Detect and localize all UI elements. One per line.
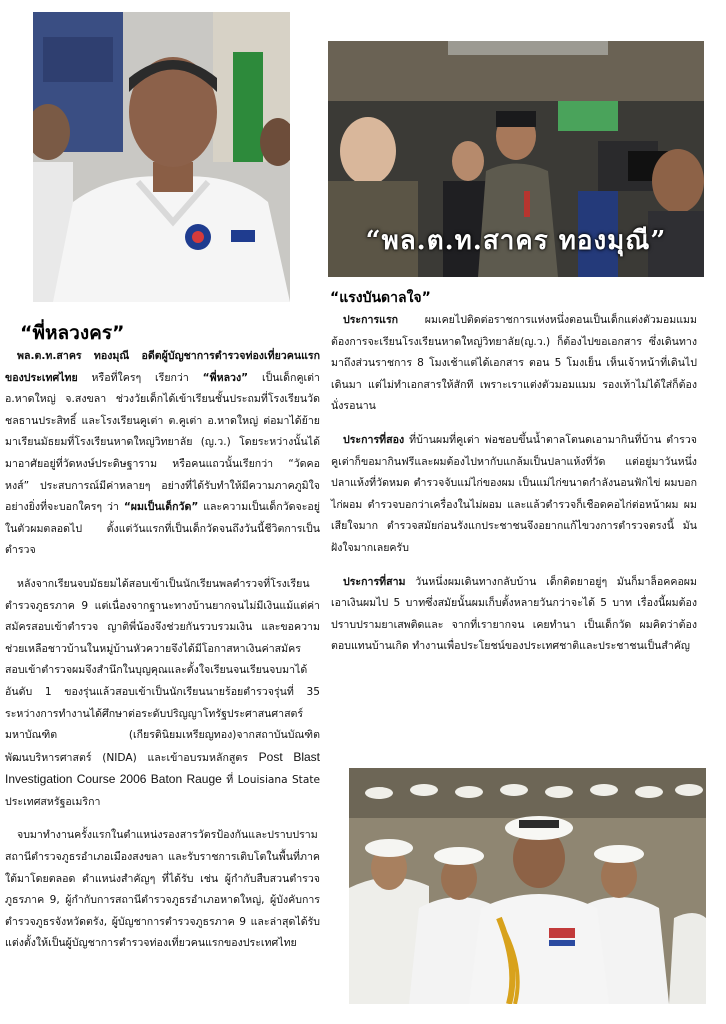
inspiration-second [331, 430, 697, 560]
biography-paragraph-1 [5, 346, 320, 562]
course-name: Post Blast Investigation Course 2006 Baton Rauge [5, 749, 320, 787]
temple-boy-quote: “ผมเป็นเด็กวัด” [123, 501, 199, 514]
first-body: ผมเคยไปติดต่อราชการแห่งหนึ่งตอนเป็นเด็กแต่งตัวมอมแมมต้องการจะเรียนโรงเรียนหาดใหญ่วิทยาลัย(ญ.ว.) ก็ต้องไปขอเอกสาร ซึ่งเดินทางมาถึงส่วนราชการ 8 โมงเช้าแต่ได้เอกสาร ตอน 5 โมงเย็น เห็นเจ้าหน้าที่เดินไปเดินมา แต่ไม่ทำเอกสารให้สักที เพราะเราแต่งตัวมอมแมม รองเท้าไม่ได้ใส่ก็ต้องนั่งรอนาน [331, 314, 697, 413]
portrait-image [33, 12, 290, 302]
third-label: ประการที่สาม [343, 575, 406, 588]
left-heading: “พี่หลวงคร” [20, 322, 125, 344]
ceremony-image [349, 768, 706, 1004]
p2-tail: ที่ Louisiana State ประเทศสหรัฐอเมริกา [5, 774, 320, 808]
portrait-photo [33, 12, 290, 302]
right-heading: “แรงบันดาลใจ” [330, 290, 431, 306]
officer-crowd-photo [328, 41, 704, 277]
subject-name: พล.ต.ท.สาคร ทองมุณี อดีตผู้บัญชาการตำรวจท่องเที่ยวคนแรกของประเทศไทย [5, 350, 320, 384]
p1-mid: หรือที่ใครๆ เรียกว่า [77, 371, 203, 384]
second-label: ประการที่สอง [343, 433, 405, 446]
biography-paragraph-2 [5, 574, 320, 814]
inspiration-column [331, 310, 697, 670]
inspiration-third [331, 572, 697, 658]
third-body: วันหนึ่งผมเดินทางกลับบ้าน เด็กติดยาอยู่ๆ มันก็มาล็อคคอผม เอาเงินผมไป 5 บาทซึ่งสมัยนั้นผมเก็บตั้งหลายวันกว่าจะได้ 5 บาท เรื่องนี้ผมต้องปราบปรามยาเสพติดและ จากที่เรายากจน เคยทำนา เป็นเด็กวัด ผมคิดว่าต้องตอบแทนบ้านเกิด ทำงานเพื่อประโยชน์ของประเทศชาติและประชาชนเป็นสำคัญ [331, 575, 697, 653]
biography-paragraph-3: จบมาทำงานครั้งแรกในตำแหน่งรองสารวัตรป้องกันและปราบปราม สถานีตำรวจภูธรอำเภอเมืองสงขลา และรับราชการเติบโตในพื้นที่ภาคใต้มาโดยตลอด ตำแหน่งสำคัญๆ ที่ได้รับ เช่น ผู้กำกับสืบสวนตำรวจภูธรภาค 9, ผู้กำกับการสถานีตำรวจภูธรอำเภอหาดใหญ่, ผู้บังคับการตำรวจภูธรจังหวัดตรัง, ผู้บัญชาการตำรวจภูธรภาค 9 และล่าสุดได้รับแต่งตั้งให้เป็นผู้บัญชาการตำรวจท่องเที่ยวคนแรกของประเทศไทย [5, 829, 320, 950]
p1-body1: เป็นเด็กคูเต่า อ.หาดใหญ่ จ.สงขลา ช่วงวัยเด็กได้เข้าเรียนชั้นประถมที่โรงเรียนวัดชลธานประสิทธิ์ และโรงเรียนคูเต่า ต.คูเต่า อ.หาดใหญ่ ต่อมาได้ย้ายมาเรียนมัธยมที่โรงเรียนหาดใหญ่วิทยาลัย (ญ.ว.) โดยระหว่างนั้นได้มาอาศัยอยู่ที่วัดหงษ์ประดิษฐาราม หรือคนแถวนั้นเรียกว่า “วัดคอหงส์” ประสบการณ์มีค่าหลายๆ อย่างที่ได้รับทำให้มีความภาคภูมิใจอย่างยิ่งที่จะบอกใครๆ ว่า [5, 371, 320, 514]
nickname: “พี่หลวง” [202, 371, 249, 384]
inspiration-first [331, 310, 697, 418]
biography-column [5, 346, 320, 967]
p2-body: หลังจากเรียนจบมัธยมได้สอบเข้าเป็นนักเรียนพลตำรวจที่โรงเรียนตำรวจภูธรภาค 9 แต่เนื่องจากฐานะทางบ้านยากจนไม่มีเงินแม้แต่ค่าสมัครสอบเข้าตำรวจ ญาติพี่น้องจึงช่วยกันรวบรวมเงิน และขอความช่วยเหลือชาวบ้านในหมู่บ้านหัวควายจึงได้มีโอกาสหาเงินค่าสมัครสอบเข้าตำรวจผมจึงสำนึกในบุญคุณและตั้งใจเรียนจนเรียนจบมาได้อันดับ 1 ของรุ่นแล้วสอบเข้าเป็นนักเรียนนายร้อยตำรวจรุ่นที่ 35 ระหว่างการทำงานได้ศึกษาต่อระดับปริญญาโทรัฐประศาสนศาสตร์มหาบัณฑิต (เกียรตินิยมเหรียญทอง)จากสถาบันบัณฑิตพัฒนบริหารศาสตร์ (NIDA) และเข้าอบรมหลักสูตร [5, 577, 320, 764]
first-label: ประการแรก [343, 314, 399, 326]
ceremony-photo [349, 768, 706, 1004]
photo-caption: “พล.ต.ท.สาคร ทองมุณี” [365, 226, 667, 256]
p1-body2: และความเป็นเด็กวัดจะอยู่ในตัวผมตลอดไป ตั้งแต่วันแรกที่เป็นเด็กวัดจนถึงวันนี้ชีวิตการเป็นตำรวจ [5, 501, 320, 557]
second-body: ที่บ้านผมที่คูเต่า พ่อชอบขึ้นน้ำตาลโตนดเอามากินที่บ้าน ตำรวจคูเต่าก็ขอมากินฟรีและผมต้องไปหากับแกล้มเป็นปลาแห้งที่วัด แต่อยู่มาวันหนึ่งปลาแห้งที่วัดหมด ตำรวจจับแม่ไก่ของผม เป็นแม่ไก่ขนาดกำลังนอนฟักไข่ ผมบอกไก่ผอม ตำรวจบอกว่าเครื่องในไม่ผอม และแล้วตำรวจก็เชือดคอไก่ต่อหน้าผม ผมเสียใจมาก ตำรวจสมัยก่อนรังแกประชาชนจึงอยากแก้ไขวงการตำรวจตรงนี้ มันฝังใจมากเลยครับ [331, 433, 697, 554]
